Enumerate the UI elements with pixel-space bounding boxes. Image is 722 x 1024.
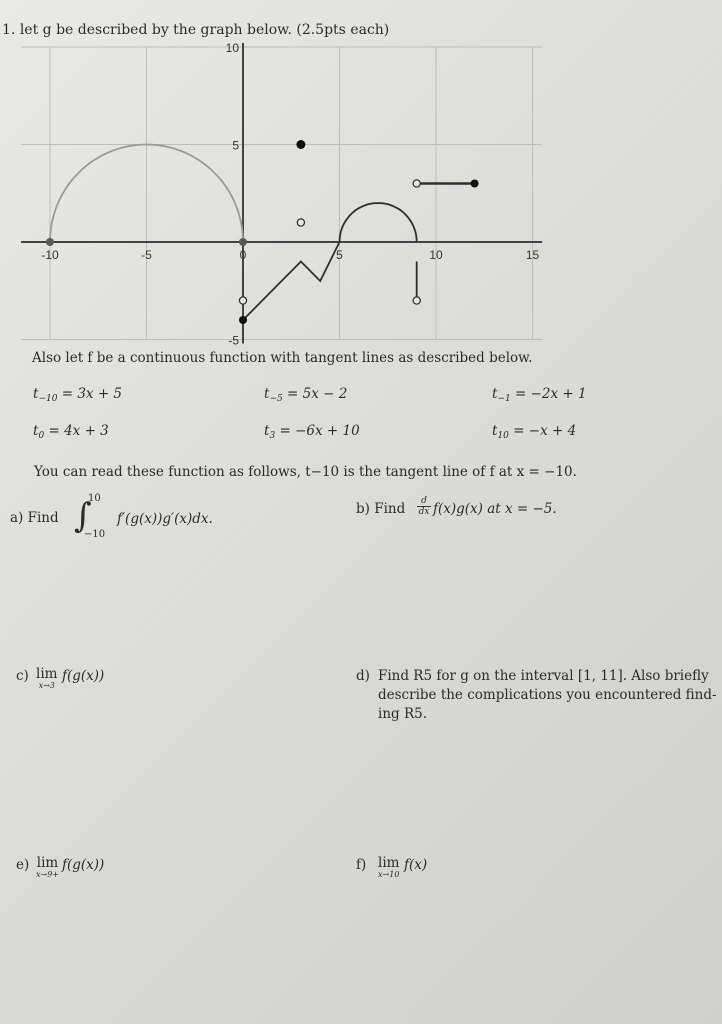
graph-grid [21,47,542,340]
question-number: 1. [2,22,16,38]
tangent-t-neg10: $t_{-10} = 3x + 5$ [33,386,123,404]
closed-point [296,140,305,149]
question-d-line1: Find R5 for g on the interval [1, 11]. Also briefly [378,668,709,684]
question-b-label: b) Find [356,501,406,517]
question-f-label: f) [356,857,367,873]
lim-subscript: x→9+ [36,870,60,879]
question-c-label: c) [16,668,29,684]
graph-axes [21,43,542,344]
question-e-limit [36,857,59,881]
question-a-label: a) Find [10,510,59,526]
open-point [239,297,246,304]
integral-upper-limit: 10 [88,493,101,504]
y-tick-label: -5 [228,333,239,348]
lim-word: lim [378,855,400,871]
question-b-derivative [417,496,431,517]
question-a-integrand: f′(g(x))g′(x)dx. [117,511,213,527]
lim-subscript: x→3 [38,681,55,690]
closed-point [471,180,479,188]
x-tick-label: 5 [336,248,343,262]
closed-point [239,316,247,324]
derivative-denominator: dx [418,507,430,517]
question-c-limit [36,668,57,692]
integral-lower-limit: −10 [84,529,106,540]
question-f-limit [378,857,399,881]
g-curve-segment [340,203,417,242]
open-point [413,297,420,304]
g-curve-segment [243,242,340,320]
open-point [297,219,304,226]
closed-point [239,238,247,246]
integral-sign: ∫ [74,496,92,536]
x-tick-label: 15 [525,248,540,262]
also-let-f-text: Also let f be a continuous function with tangent lines as described below. [32,350,533,366]
question-e-expression: f(g(x)) [62,857,105,873]
derivative-numerator: d [417,496,431,507]
y-tick-label: 5 [232,138,239,153]
read-instructions-text: You can read these function as follows, t−10 is the tangent line of f at x = −10. [34,464,577,480]
question-b-expression: f(x)g(x) at x = −5. [433,501,557,517]
x-tick-label: 0 [239,248,247,262]
question-d-line2: describe the complications you encountered find- [378,687,717,703]
question-prompt: let g be described by the graph below. (2.5pts each) [19,22,390,38]
x-tick-label: -10 [41,248,59,262]
tangent-t-neg1: $t_{-1} = -2x + 1$ [492,386,587,404]
closed-point [46,238,54,246]
question-d-line3: ing R5. [378,706,427,722]
graph-of-g [0,30,722,350]
graph-curves [50,145,475,321]
tangent-t-0: $t_0 = 4x + 3$ [33,423,109,441]
question-f-expression: f(x) [404,857,428,873]
tangent-t-10: $t_{10} = -x + 4$ [492,423,577,441]
question-d-label: d) [356,668,370,684]
lim-word: lim [36,855,59,871]
graph-points [46,140,479,324]
x-tick-label: -5 [141,248,152,262]
tangent-t-3: $t_3 = -6x + 10$ [264,423,360,441]
question-c-expression: f(g(x)) [62,668,105,684]
lim-word: lim [36,666,58,682]
tangent-t-neg5: $t_{-5} = 5x - 2$ [264,386,348,404]
open-point [413,180,420,187]
question-e-label: e) [16,857,30,873]
y-tick-label: 10 [225,41,239,55]
x-tick-label: 10 [429,248,443,262]
graph-tick-labels [41,41,539,348]
lim-subscript: x→10 [378,870,400,879]
